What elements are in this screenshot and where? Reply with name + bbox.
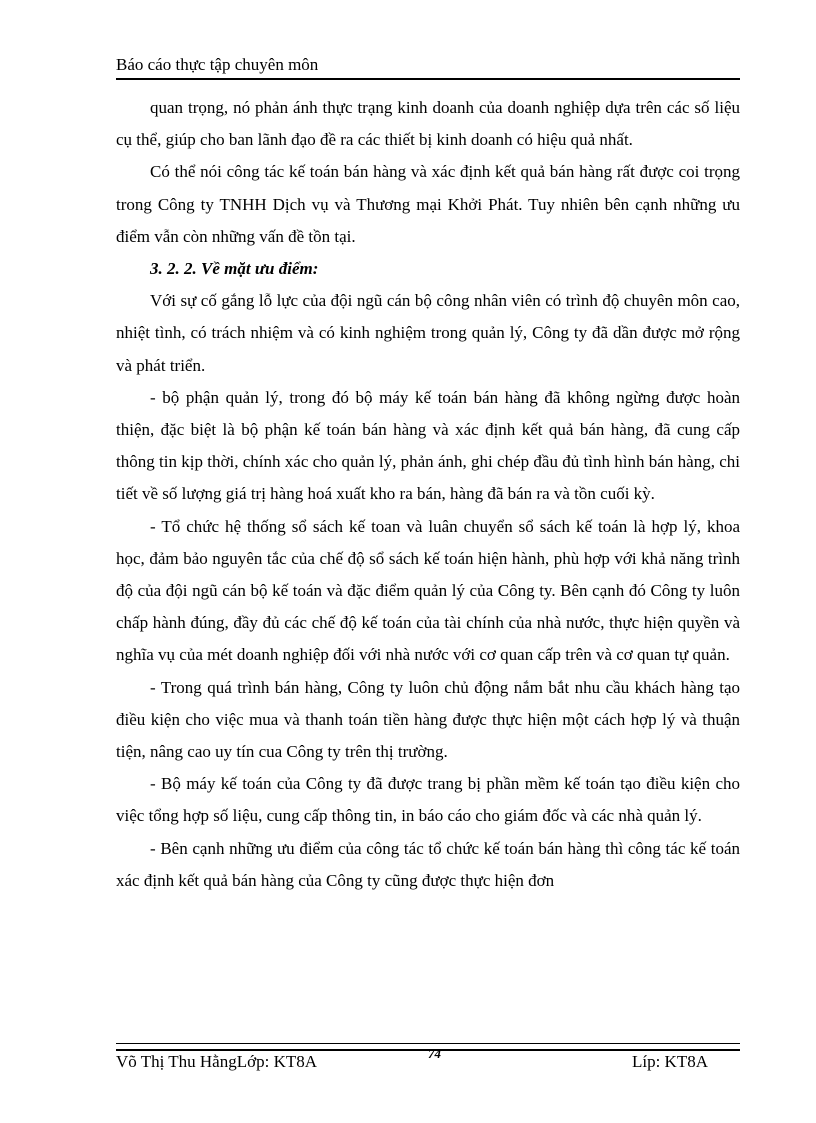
page-number: 74 (428, 1046, 441, 1061)
footer-author: Võ Thị Thu HằngLớp: KT8A (116, 1052, 318, 1071)
paragraph-staff-effort: Với sự cố gắng lỗ lực của đội ngũ cán bộ công nhân viên có trình độ chuyên môn cao, nhiệt tình, có trách nhiệm và có kinh nghiệm trong quản lý, Công ty đã dần được mở rộng và phát triển. (116, 291, 740, 375)
page-header (116, 52, 740, 80)
paragraph-summary: Có thể nói công tác kế toán bán hàng và xác định kết quả bán hàng rất được coi trọng trong Công ty TNHH Dịch vụ và Thương mại Khởi Phát. Tuy nhiên bên cạnh những ưu điểm vẫn còn những vấn đề tồn tại. (116, 162, 740, 246)
document-body (116, 92, 740, 897)
page-footer (116, 1046, 740, 1074)
paragraph-intro-continuation: quan trọng, nó phản ánh thực trạng kinh doanh của doanh nghiệp dựa trên các số liệu cụ thể, giúp cho ban lãnh đạo đề ra các thiết bị kinh doanh có hiệu quả nhất. (116, 98, 740, 150)
paragraph-software: - Bộ máy kế toán của Công ty đã được trang bị phần mềm kế toán tạo điều kiện cho việc tổng hợp số liệu, cung cấp thông tin, in báo cáo cho giám đốc và các nhà quản lý. (116, 774, 740, 826)
paragraph-management: - bộ phận quản lý, trong đó bộ máy kế toán bán hàng đã không ngừng được hoàn thiện, đặc biệt là bộ phận kế toán bán hàng và xác định kết quả bán hàng, đã cung cấp thông tin kịp thời, chính xác cho quản lý, phản ánh, ghi chép đầu đủ tình hình bán hàng, chi tiết về số lượng giá trị hàng hoá xuất kho ra bán, hàng đã bán ra và tồn cuối kỳ. (116, 387, 740, 504)
header-title: Báo cáo thực tập chuyên môn (116, 55, 319, 74)
paragraph-result-accounting: - Bên cạnh những ưu điểm của công tác tổ chức kế toán bán hàng thì công tác kế toán xác định kết quả bán hàng của Công ty cũng được thực hiện đơn (116, 838, 740, 890)
paragraph-bookkeeping: - Tổ chức hệ thống sổ sách kế toan và luân chuyển sổ sách kế toán là hợp lý, khoa học, đảm bảo nguyên tắc của chế độ sổ sách kế toán hiện hành, phù hợp với khả năng trình độ của đội ngũ cán bộ kế toán và đặc điểm quản lý của Công ty. Bên cạnh đó Công ty luôn chấp hành đúng, đầy đủ các chế độ kế toán của tài chính của nhà nước, thực hiện quyền và nghĩa vụ của mét doanh nghiệp đối với nhà nước với cơ quan cấp trên và cơ quan tự quản. (116, 516, 740, 665)
footer-class: Líp: KT8A (631, 1052, 708, 1071)
paragraph-sales-process: - Trong quá trình bán hàng, Công ty luôn chủ động nắm bắt nhu cầu khách hàng tạo điều kiện cho việc mua và thanh toán tiền hàng được thực hiện một cách hợp lý và thuận tiện, nâng cao uy tín cua Công ty trên thị trường. (116, 677, 740, 762)
section-heading: 3. 2. 2. Về mặt ưu điểm: (150, 259, 319, 279)
